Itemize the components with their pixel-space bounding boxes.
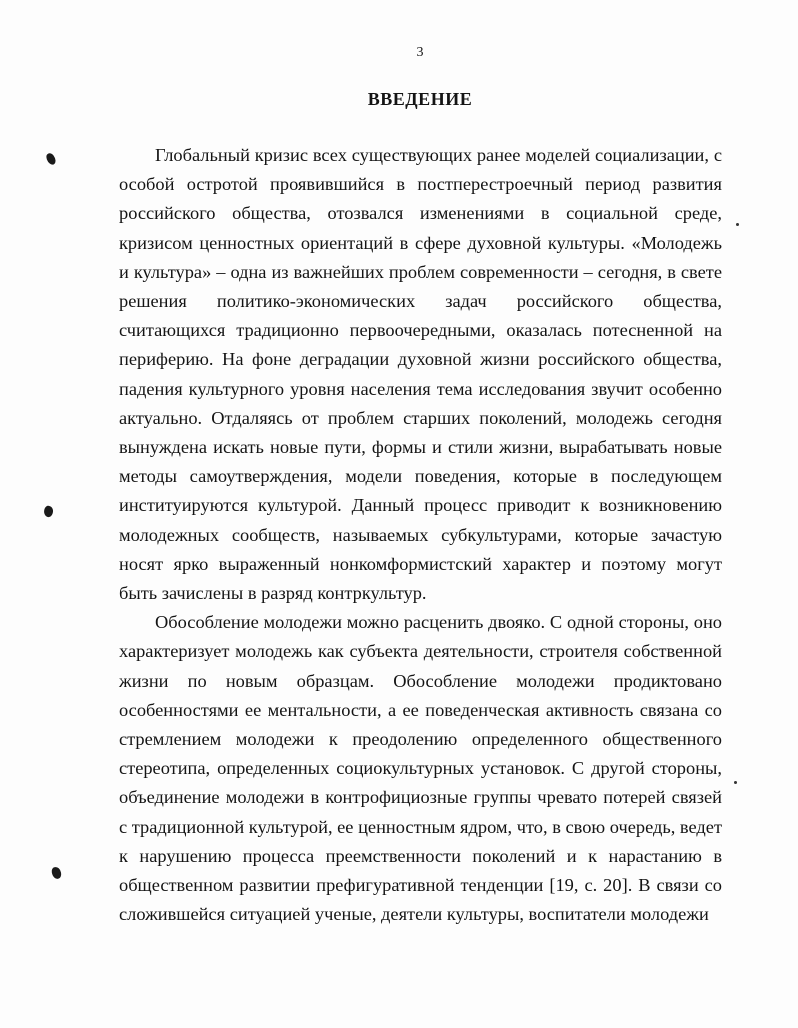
scan-speck-mark <box>51 866 62 879</box>
scan-dot-mark <box>736 223 739 226</box>
body-text <box>119 141 722 929</box>
scan-speck-mark <box>43 505 55 518</box>
page-number: 3 <box>416 45 424 60</box>
paragraph-1: Глобальный кризис всех существующих ранее моделей социализации, с особой остротой проявившийся в постперестроечный период развития российского общества, отозвался изменениями в социальной среде, кризисом ценностных ориентаций в сфере духовной культуры. «Молодежь и культура» – одна из важнейших проблем современности – сегодня, в свете решения политико-экономических задач российского общества, считающихся традиционно первоочередными, оказалась потесненной на периферию. На фоне деградации духовной жизни российского общества, падения культурного уровня населения тема исследования звучит особенно актуально. Отдаляясь от проблем старших поколений, молодежь сегодня вынуждена искать новые пути, формы и стили жизни, вырабатывать новые методы самоутверждения, модели поведения, которые в последующем институируются культурой. Данный процесс приводит к возникновению молодежных сообществ, называемых субкультурами, которые зачастую носят ярко выраженный нонкомформистский характер и поэтому могут быть зачислены в разряд контркультур. <box>119 145 722 604</box>
paragraph-2: Обособление молодежи можно расценить двояко. С одной стороны, оно характеризует молодежь как субъекта деятельности, строителя собственной жизни по новым образцам. Обособление молодежи продиктовано особенностями ее ментальности, а ее поведенческая активность связана со стремлением молодежи к преодолению определенного общественного стереотипа, определенных социокультурных установок. С другой стороны, объединение молодежи в контрофициозные группы чревато потерей связей с традиционной культурой, ее ценностным ядром, что, в свою очередь, ведет к нарушению процесса преемственности поколений и к нарастанию в общественном развитии префигуративной тенденции [19, с. 20]. В связи со сложившейся ситуацией ученые, деятели культуры, воспитатели молодежи <box>119 612 722 925</box>
scan-dot-mark <box>734 781 737 784</box>
section-heading: ВВЕДЕНИЕ <box>367 89 473 109</box>
scan-speck-mark <box>45 152 57 166</box>
